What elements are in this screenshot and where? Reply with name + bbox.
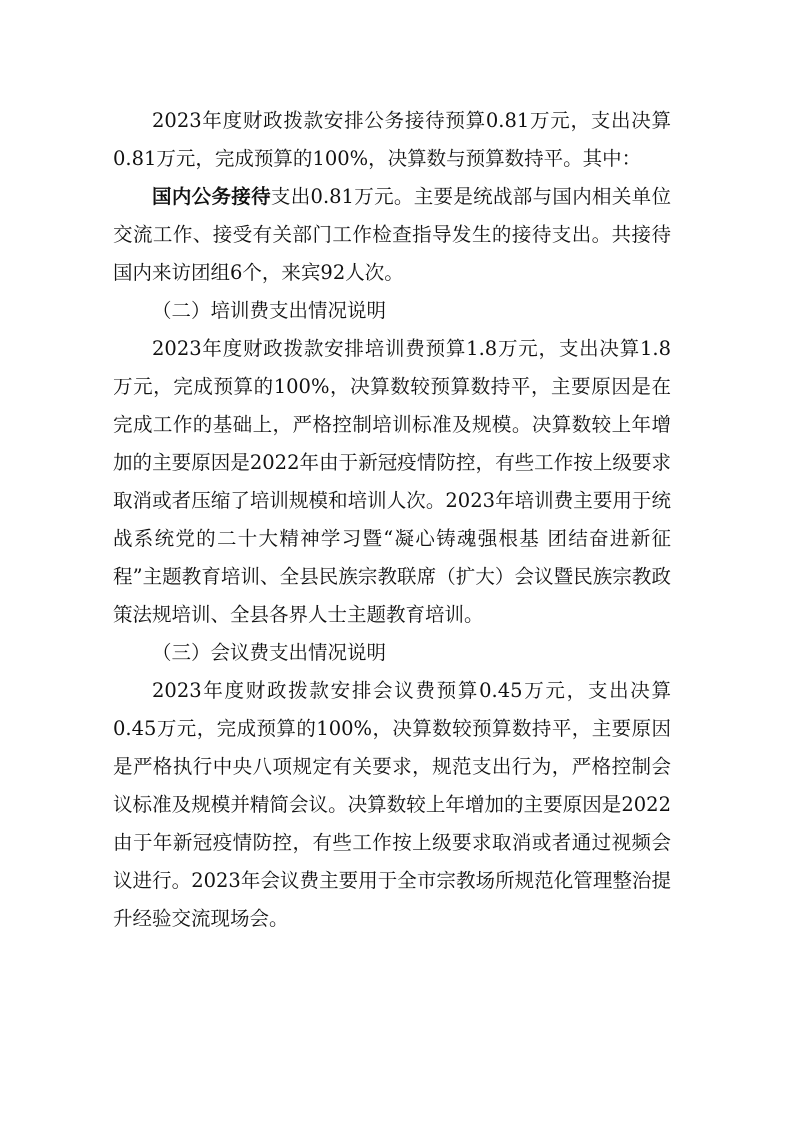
paragraph-training-expense: 2023年度财政拨款安排培训费预算1.8万元，支出决算1.8万元，完成预算的100%，决算数较预算数持平，主要原因是在完成工作的基础上，严格控制培训标准及规模。决算数较上年增加的主要原因是2022年由于新冠疫情防控，有些工作按上级要求取消或者压缩了培训规模和培训人次。2023年培训费主要用于统战系统党的二十大精神学习暨“凝心铸魂强根基 团结奋进新征程”主题教育培训、全县民族宗教联席（扩大）会议暨民族宗教政策法规培训、全县各界人士主题教育培训。 (113, 337, 671, 626)
domestic-reception-term: 国内公务接待 (152, 185, 271, 208)
paragraph-domestic-reception (113, 178, 671, 292)
paragraph-reception-budget: 2023年度财政拨款安排公务接待预算0.81万元，支出决算0.81万元，完成预算的100%，决算数与预算数持平。其中： (113, 109, 671, 170)
document-page (113, 102, 671, 938)
section-heading-training: （二）培训费支出情况说明 (152, 299, 387, 322)
domestic-reception-text: 支出0.81万元。主要是统战部与国内相关单位交流工作、接受有关部门工作检查指导发生的接待支出。共接待国内来访团组6个，来宾92人次。 (113, 185, 671, 284)
paragraph-meeting-expense: 2023年度财政拨款安排会议费预算0.45万元，支出决算0.45万元，完成预算的100%，决算数较预算数持平，主要原因是严格执行中央八项规定有关要求，规范支出行为，严格控制会议标准及规模并精简会议。决算数较上年增加的主要原因是2022由于年新冠疫情防控，有些工作按上级要求取消或者通过视频会议进行。2023年会议费主要用于全市宗教场所规范化管理整治提升经验交流现场会。 (113, 679, 671, 930)
section-heading-meeting: （三）会议费支出情况说明 (152, 641, 387, 664)
